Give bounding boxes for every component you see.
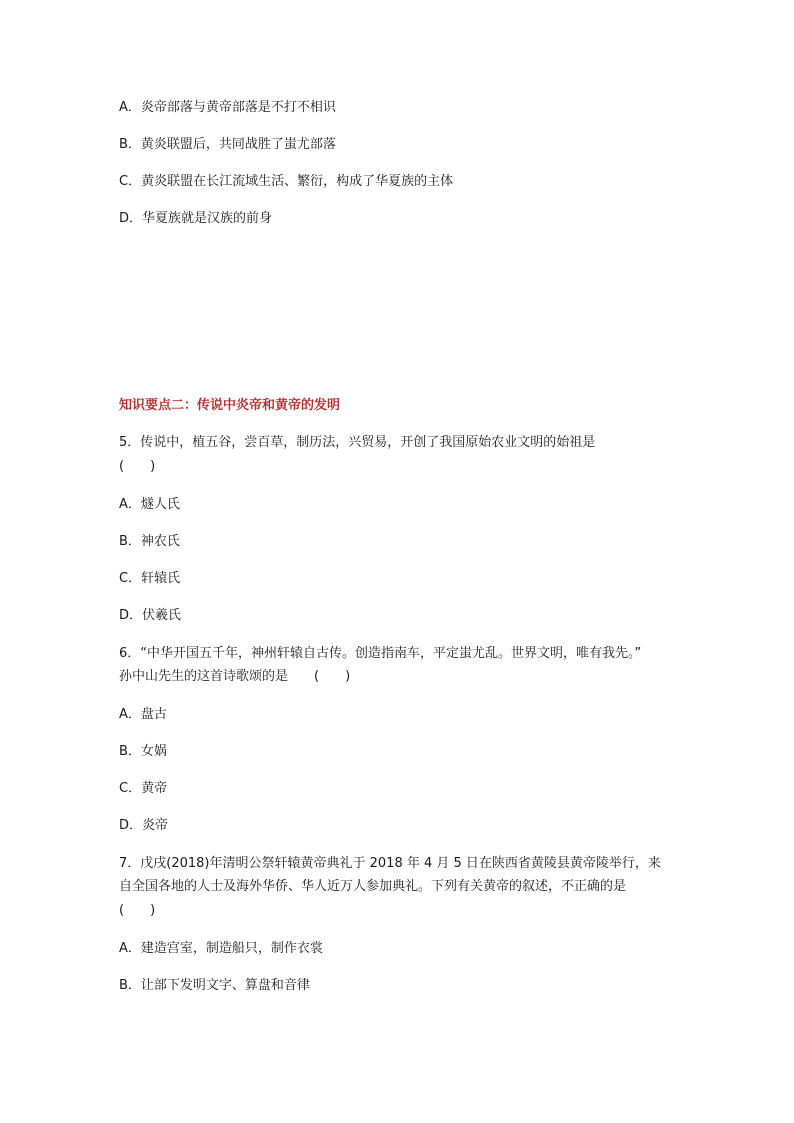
q5-option-d: D．伏羲氏: [119, 608, 182, 623]
question-6-stem-cont: 孙中山先生的这首诗歌颂的是 ( ): [119, 669, 351, 684]
option-b: B．黄炎联盟后，共同战胜了蚩尤部落: [119, 137, 336, 152]
q5-option-a: A．燧人氏: [119, 497, 180, 512]
question-6-stem: 6．“中华开国五千年，神州轩辕自古传。创造指南车，平定蚩尤乱。世界文明，唯有我先。”: [119, 646, 642, 661]
option-c: C．黄炎联盟在长江流域生活、繁衍，构成了华夏族的主体: [119, 174, 454, 189]
question-7-stem: 7．戊戌(2018)年清明公祭轩辕黄帝典礼于 2018 年 4 月 5 日在陕西省黄陵县黄帝陵举行，来: [119, 856, 661, 871]
q6-option-a: A．盘古: [119, 707, 167, 722]
q7-option-b: B．让部下发明文字、算盘和音律: [119, 978, 310, 993]
q5-option-c: C．轩辕氏: [119, 571, 181, 586]
option-a: A．炎帝部落与黄帝部落是不打不相识: [119, 100, 336, 115]
q5-option-b: B．神农氏: [119, 534, 180, 549]
q7-option-a: A．建造宫室，制造船只，制作衣裳: [119, 941, 323, 956]
q6-option-d: D．炎帝: [119, 818, 169, 833]
section-heading: 知识要点二：传说中炎帝和黄帝的发明: [119, 398, 341, 413]
question-5-bracket: ( ): [119, 459, 156, 474]
question-7-stem-cont: 自全国各地的人士及海外华侨、华人近万人参加典礼。下列有关黄帝的叙述，不正确的是: [119, 879, 627, 894]
q6-option-c: C．黄帝: [119, 781, 168, 796]
option-d: D．华夏族就是汉族的前身: [119, 211, 273, 226]
question-5-stem: 5．传说中，植五谷，尝百草，制历法，兴贸易，开创了我国原始农业文明的始祖是: [119, 435, 596, 450]
question-7-bracket: ( ): [119, 903, 156, 918]
q6-option-b: B．女娲: [119, 744, 167, 759]
